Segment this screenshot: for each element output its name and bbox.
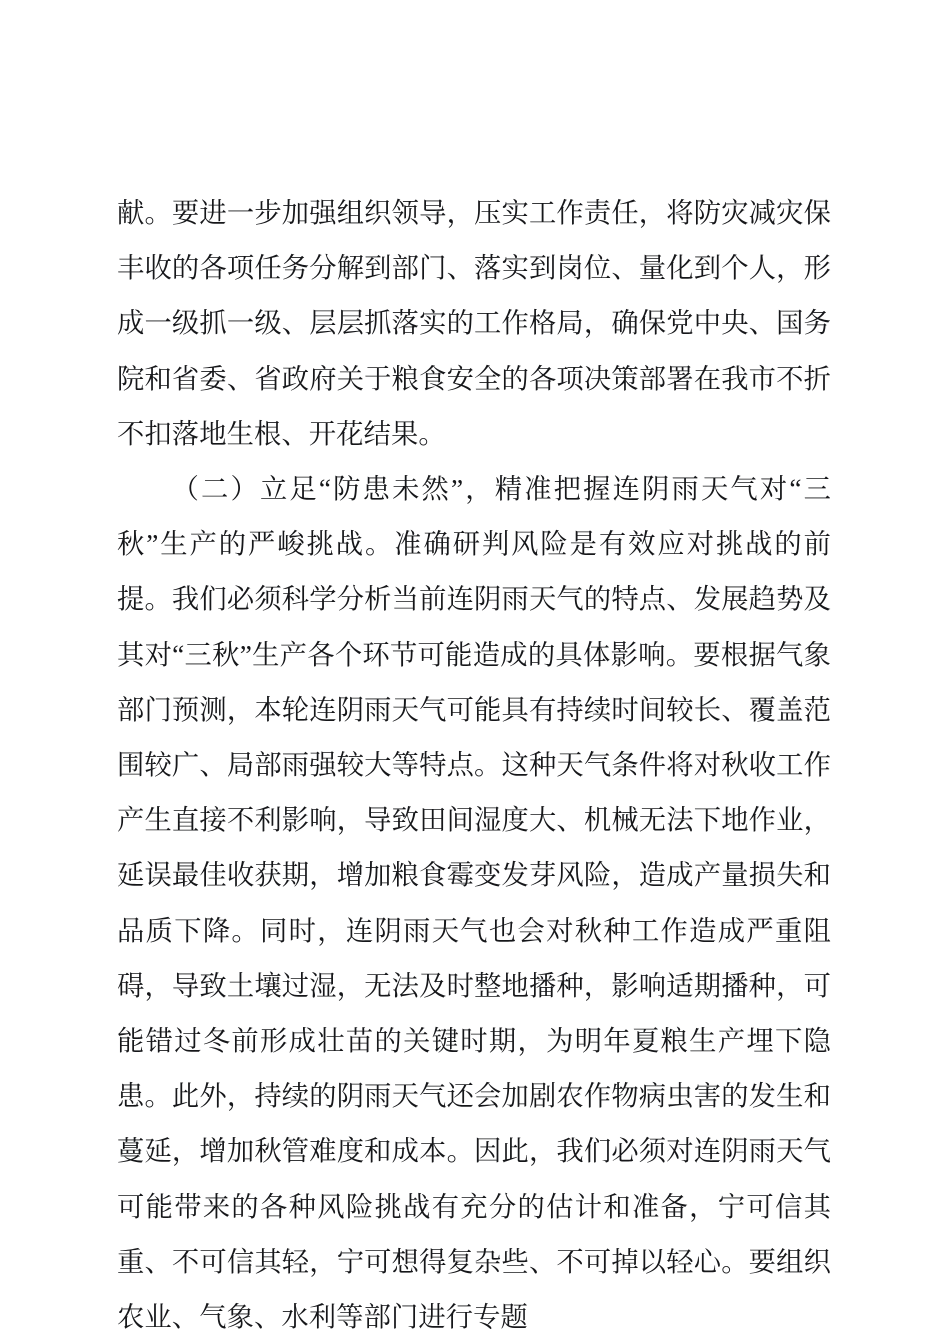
paragraph-section-two: （二）立足“防患未然”，精准把握连阴雨天气对“三秋”生产的严峻挑战。准确研判风险是有效应对挑战的前提。我们必须科学分析当前连阴雨天气的特点、发展趋势及其对“三秋”生产各个环节可能造成的具体影响。要根据气象部门预测，本轮连阴雨天气可能具有持续时间较长、覆盖范围较广、局部雨强较大等特点。这种天气条件将对秋收工作产生直接不利影响，导致田间湿度大、机械无法下地作业，延误最佳收获期，增加粮食霉变发芽风险，造成产量损失和品质下降。同时，连阴雨天气也会对秋种工作造成严重阻碍，导致土壤过湿，无法及时整地播种，影响适期播种，可能错过冬前形成壮苗的关键时期，为明年夏粮生产埋下隐患。此外，持续的阴雨天气还会加剧农作物病虫害的发生和蔓延，增加秋管难度和成本。因此，我们必须对连阴雨天气可能带来的各种风险挑战有充分的估计和准备，宁可信其重、不可信其轻，宁可想得复杂些、不可掉以轻心。要组织农业、气象、水利等部门进行专题 bbox=[117, 474, 831, 1333]
document-text-block bbox=[117, 186, 831, 1344]
paragraph-continuation: 献。要进一步加强组织领导，压实工作责任，将防灾减灾保丰收的各项任务分解到部门、落实到岗位、量化到个人，形成一级抓一级、层层抓落实的工作格局，确保党中央、国务院和省委、省政府关于粮食安全的各项决策部署在我市不折不扣落地生根、开花结果。 bbox=[117, 198, 831, 449]
